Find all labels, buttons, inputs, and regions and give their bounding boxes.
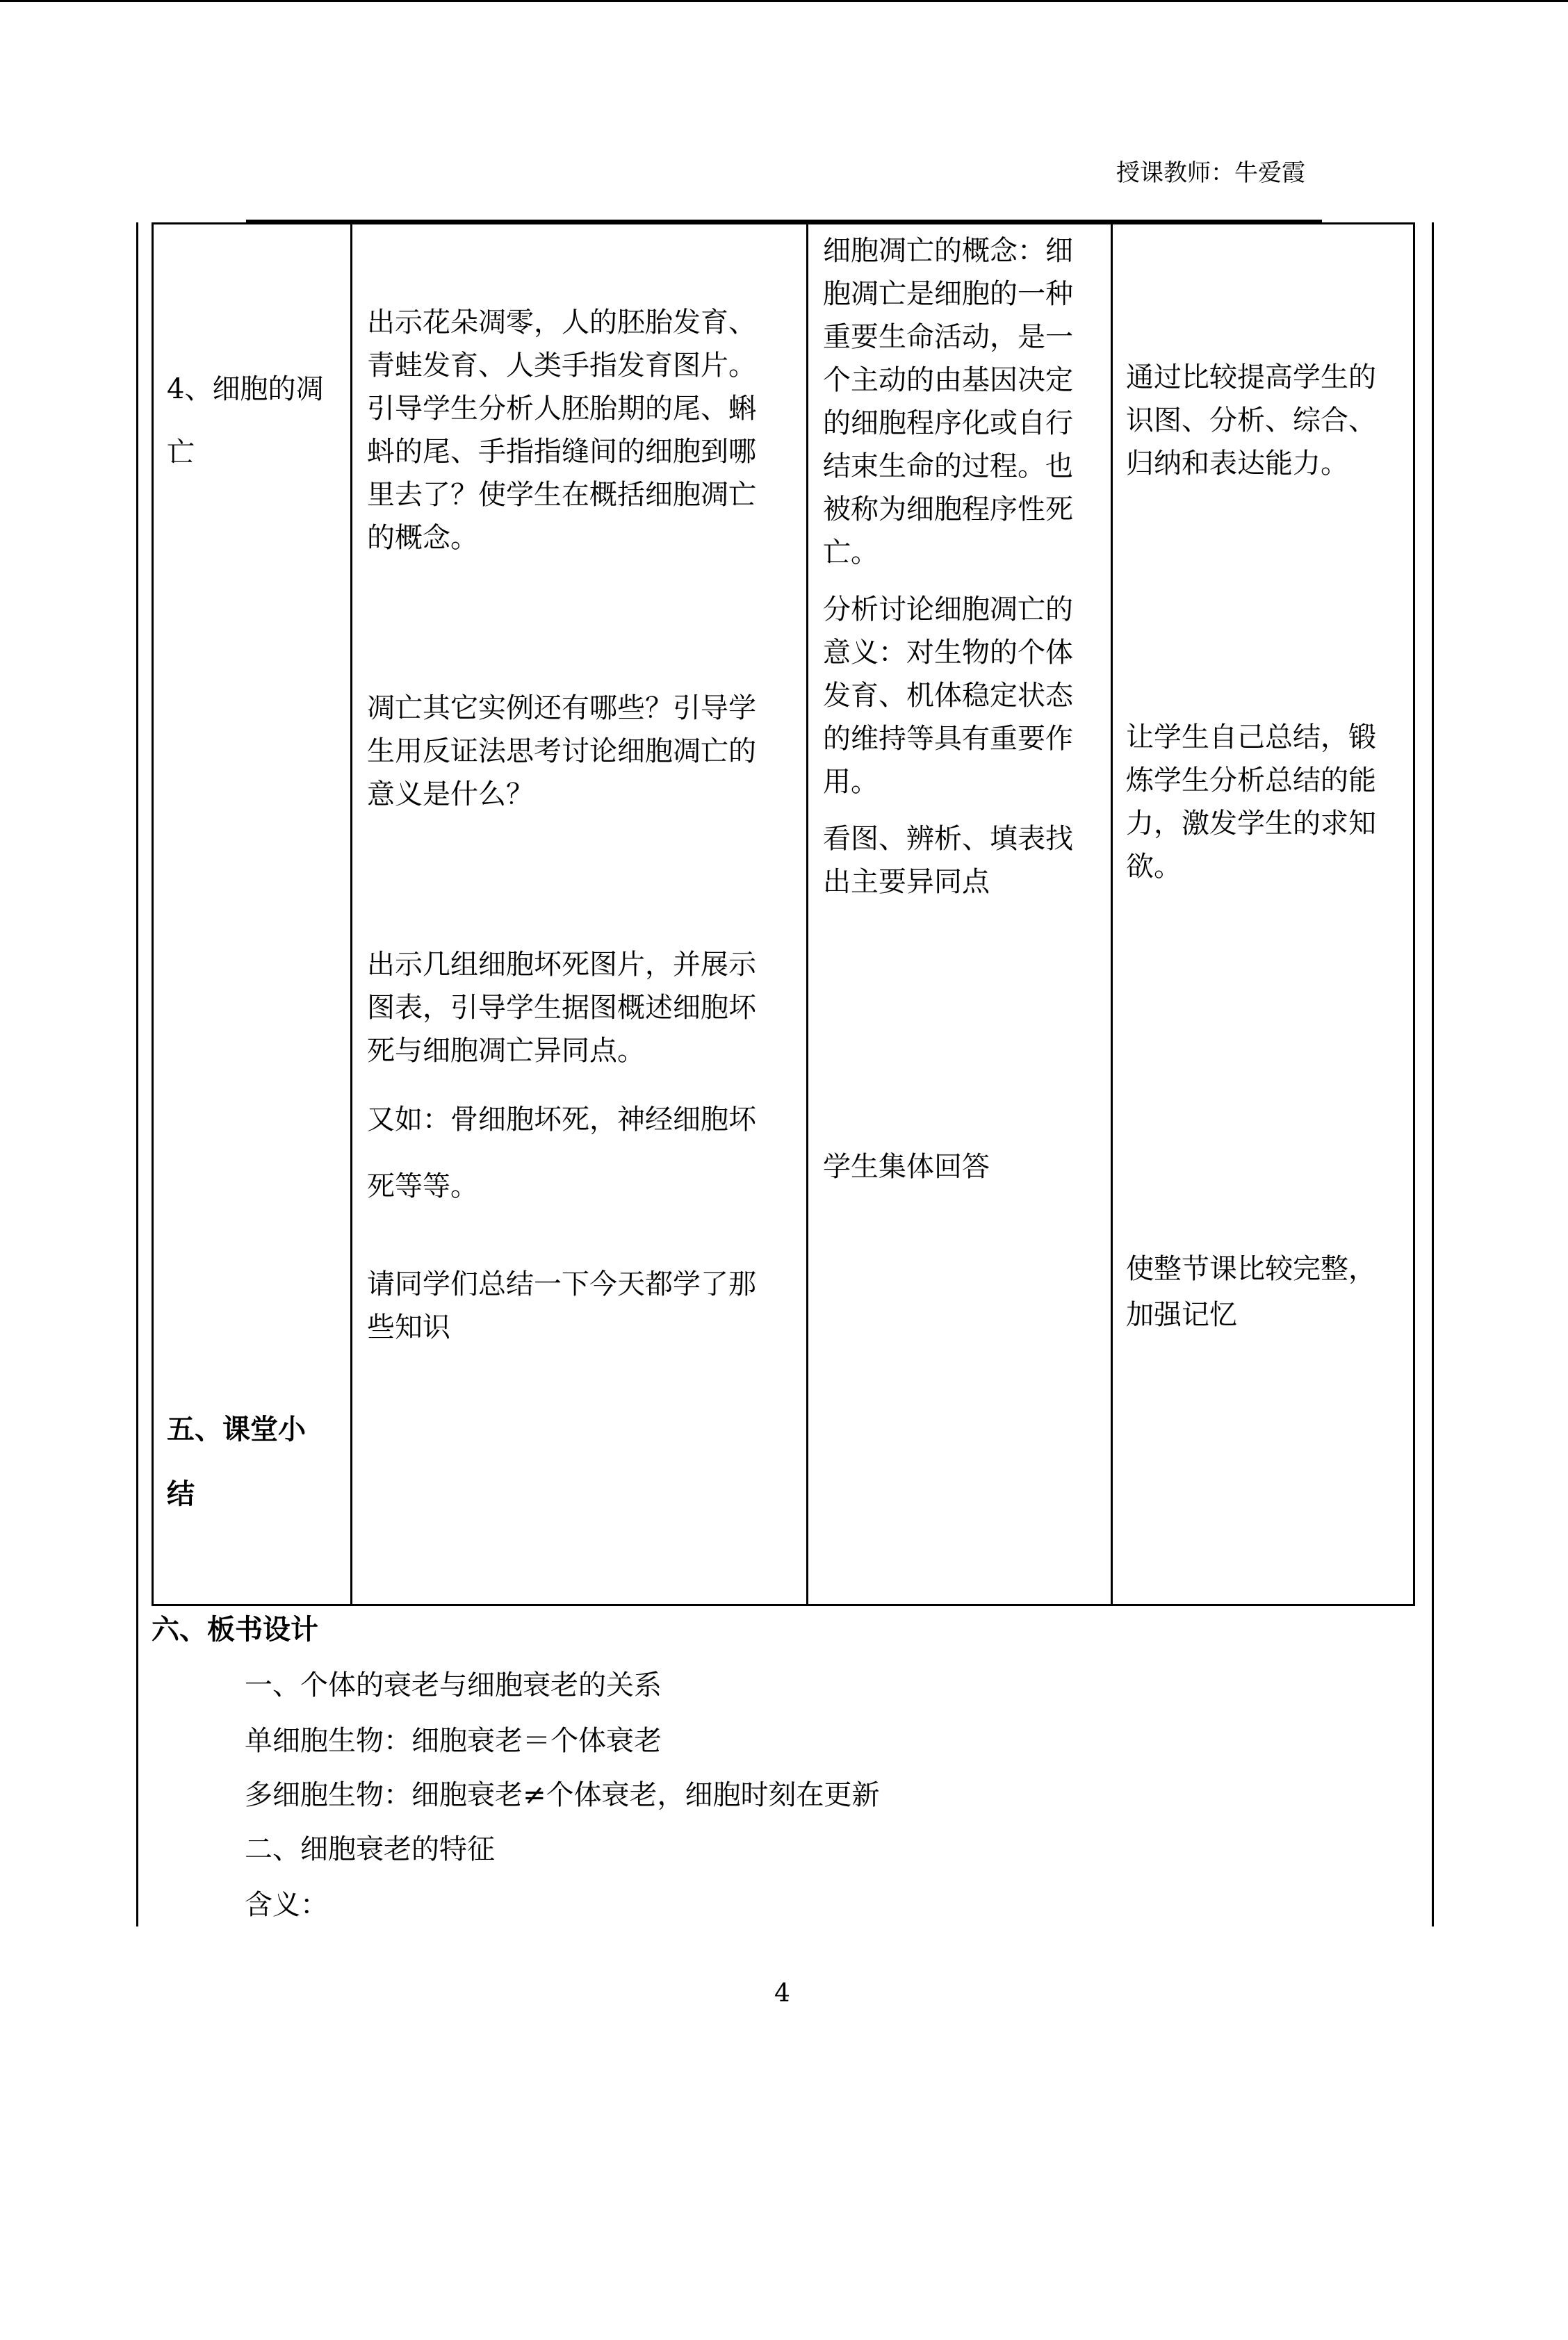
teacher-activity-4-line-2: 死等等。 [367, 1170, 478, 1202]
page-number: 4 [774, 1979, 790, 2008]
student-activity-2-line-4: 的维持等具有重要作 [823, 723, 1073, 755]
teacher-activity-3-line-2: 图表，引导学生据图概述细胞坏 [367, 992, 756, 1024]
intent-1-line-1: 通过比较提高学生的 [1126, 361, 1376, 393]
section-4-label-line-2: 亡 [167, 436, 195, 468]
teacher-header: 授课教师：牛爱霞 [1116, 159, 1305, 187]
student-activity-2-line-1: 分析讨论细胞凋亡的 [823, 594, 1073, 625]
board-design-line-4: 二、细胞衰老的特征 [245, 1833, 495, 1865]
table-col-divider-3 [1111, 222, 1113, 1606]
board-design-title: 六、板书设计 [152, 1613, 318, 1646]
intent-3-line-2: 加强记忆 [1126, 1299, 1237, 1331]
student-activity-2-line-2: 意义：对生物的个体 [823, 637, 1073, 669]
intent-2-line-2: 炼学生分析总结的能 [1126, 764, 1376, 796]
student-activity-4: 学生集体回答 [823, 1151, 990, 1183]
teacher-activity-3-line-3: 死与细胞凋亡异同点。 [367, 1035, 645, 1067]
teacher-activity-5-line-1: 请同学们总结一下今天都学了那 [367, 1268, 756, 1300]
table-col-divider-1 [350, 222, 352, 1606]
intent-2-line-1: 让学生自己总结，锻 [1126, 721, 1376, 753]
teacher-activity-1-line-6: 的概念。 [367, 522, 478, 554]
board-design-line-2: 单细胞生物：细胞衰老＝个体衰老 [245, 1725, 662, 1757]
top-rule [0, 0, 1568, 2]
student-activity-3-line-1: 看图、辨析、填表找 [823, 823, 1073, 855]
teacher-activity-1-line-2: 青蛙发育、人类手指发育图片。 [367, 350, 756, 382]
intent-2-line-4: 欲。 [1126, 851, 1182, 883]
teacher-activity-1-line-3: 引导学生分析人胚胎期的尾、蝌 [367, 393, 756, 425]
student-activity-1-line-2: 胞凋亡是细胞的一种 [823, 278, 1073, 310]
teacher-activity-2-line-1: 凋亡其它实例还有哪些？引导学 [367, 692, 756, 724]
intent-1-line-3: 归纳和表达能力。 [1126, 448, 1348, 480]
intent-2-line-3: 力，激发学生的求知 [1126, 808, 1376, 840]
student-activity-2-line-5: 用。 [823, 766, 879, 798]
student-activity-2-line-3: 发育、机体稳定状态 [823, 680, 1073, 712]
teacher-activity-1-line-1: 出示花朵凋零，人的胚胎发育、 [367, 306, 756, 338]
table-col-divider-2 [806, 222, 808, 1606]
student-activity-1-line-6: 结束生命的过程。也 [823, 450, 1073, 482]
section-5-label-line-2: 结 [167, 1478, 195, 1510]
teacher-activity-1-line-4: 蚪的尾、手指指缝间的细胞到哪 [367, 436, 756, 468]
student-activity-1-line-5: 的细胞程序化或自行 [823, 407, 1073, 439]
board-design-line-1: 一、个体的衰老与细胞衰老的关系 [245, 1669, 662, 1701]
student-activity-1-line-7: 被称为细胞程序性死 [823, 493, 1073, 525]
table-bottom-border [152, 1604, 1415, 1606]
teacher-activity-2-line-3: 意义是什么？ [367, 778, 534, 810]
table-left-border [152, 222, 154, 1606]
student-activity-1-line-8: 亡。 [823, 537, 879, 568]
section-5-label-line-1: 五、课堂小 [167, 1413, 306, 1446]
student-activity-3-line-2: 出主要异同点 [823, 866, 990, 898]
student-activity-1-line-4: 个主动的由基因决定 [823, 364, 1073, 396]
teacher-activity-3-line-1: 出示几组细胞坏死图片，并展示 [367, 949, 756, 981]
student-activity-1-line-3: 重要生命活动，是一 [823, 321, 1073, 353]
page-frame-left [136, 222, 138, 1926]
teacher-activity-2-line-2: 生用反证法思考讨论细胞凋亡的 [367, 735, 756, 767]
section-4-label-line-1: 4、细胞的凋 [167, 373, 324, 405]
teacher-activity-5-line-2: 些知识 [367, 1311, 450, 1343]
board-design-line-3: 多细胞生物：细胞衰老≠个体衰老，细胞时刻在更新 [245, 1779, 880, 1811]
intent-1-line-2: 识图、分析、综合、 [1126, 404, 1376, 436]
page-frame-right [1432, 222, 1434, 1926]
teacher-activity-4-line-1: 又如：骨细胞坏死，神经细胞坏 [367, 1104, 756, 1136]
table-right-border [1413, 222, 1415, 1606]
teacher-activity-1-line-5: 里去了？使学生在概括细胞凋亡 [367, 479, 756, 511]
student-activity-1-line-1: 细胞凋亡的概念：细 [823, 235, 1073, 267]
table-top-border [152, 222, 1415, 224]
board-design-line-5: 含义： [245, 1889, 328, 1921]
intent-3-line-1: 使整节课比较完整， [1126, 1253, 1376, 1285]
